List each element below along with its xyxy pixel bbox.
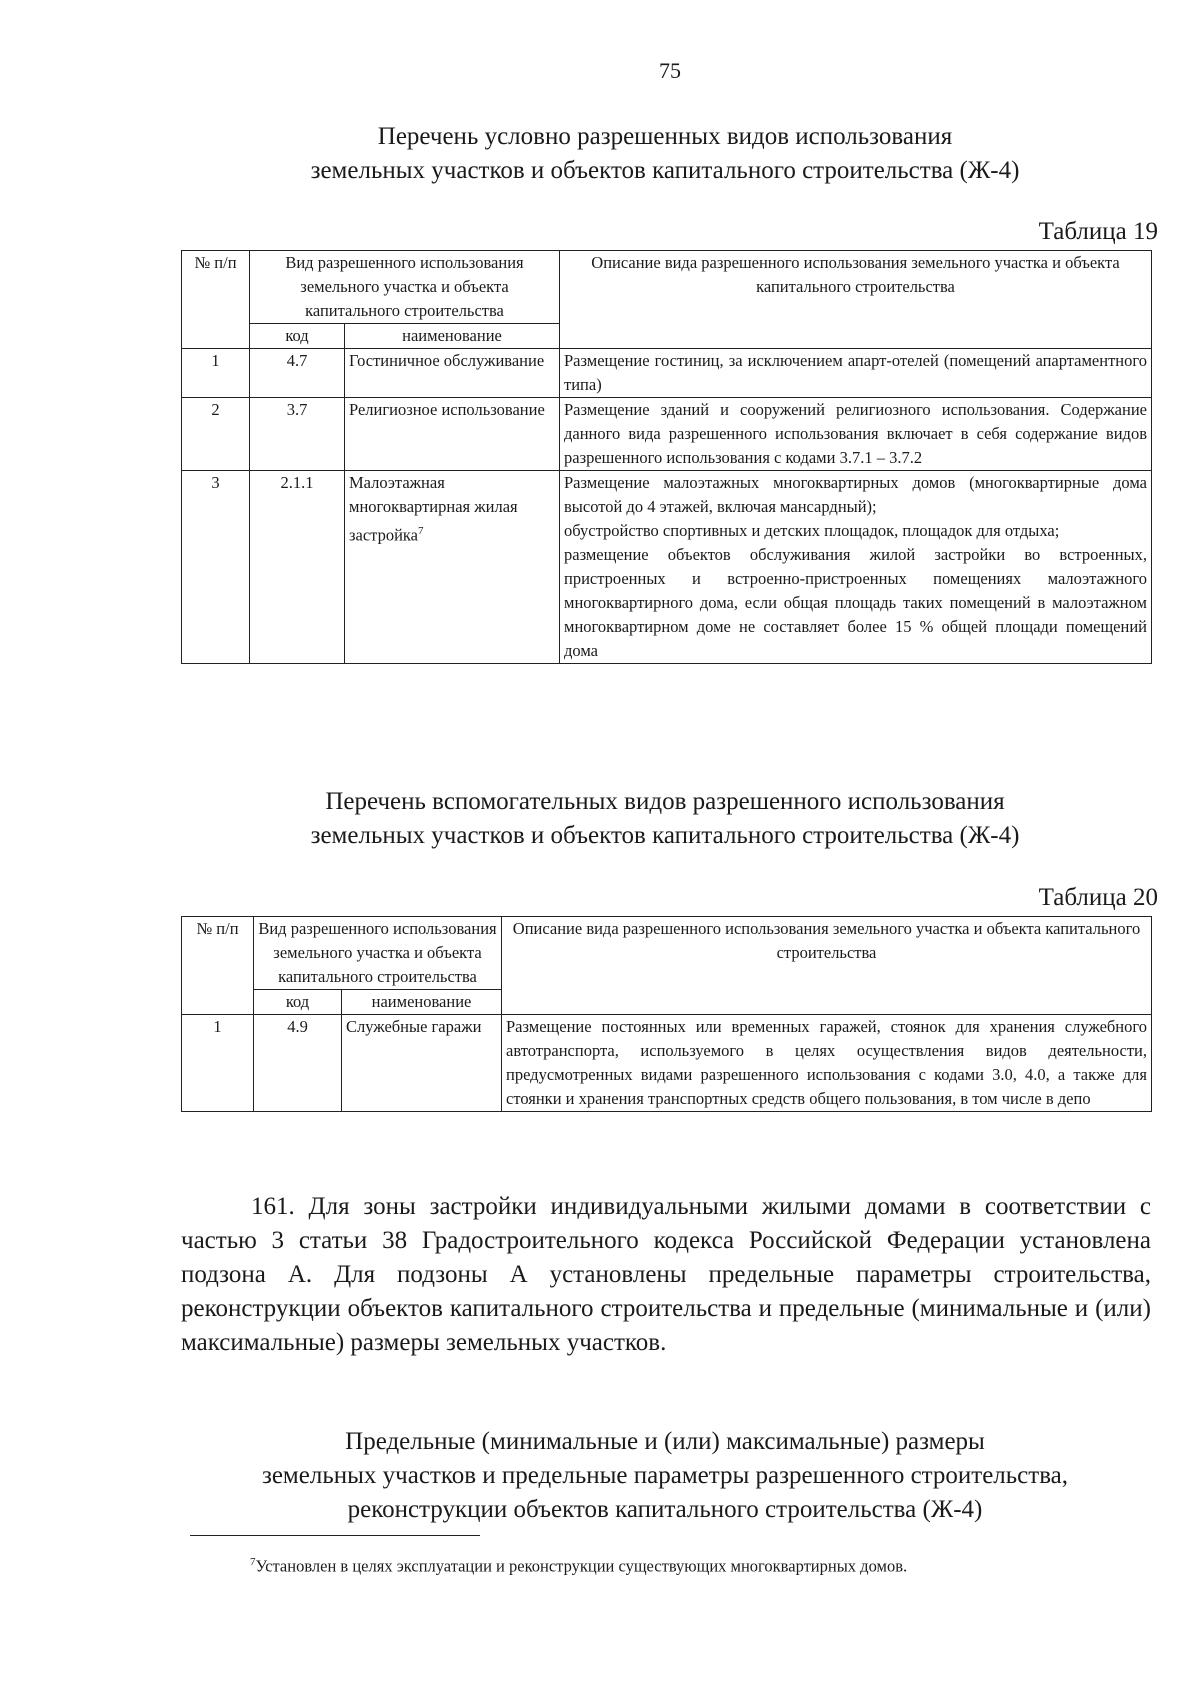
row-num: 1 (182, 349, 250, 398)
section1-title-line2: земельных участков и объектов капитального строительства (Ж-4) (310, 157, 1020, 184)
desc-line: Размещение малоэтажных многоквартирных домов (многоквартирные дома высотой до 4 этажей, включая мансардный); (564, 473, 1147, 516)
desc-line: обустройство спортивных и детских площадок, площадок для отдыха; (564, 521, 1060, 540)
header-name: наименование (342, 990, 502, 1015)
paragraph-161: 161. Для зоны застройки индивидуальными жилыми домами в соответствии с частью 3 статьи 38 Градостроительного кодекса Российской Федерации установлена подзона А. Для подзоны А установлены предельные параметры строительства, реконструкции объектов капитального строительства и предельные (минимальные и (или) максимальные) размеры земельных участков. (181, 1193, 1151, 1356)
row-code: 4.7 (250, 349, 345, 398)
header-code: код (250, 324, 345, 349)
row-code: 4.9 (254, 1015, 342, 1112)
row-desc (560, 471, 1152, 664)
section1-title (180, 120, 1150, 188)
row-name (345, 471, 560, 664)
header-desc: Описание вида разрешенного использования земельного участка и объекта капитального строительства (560, 251, 1152, 349)
footnote-marker: 7 (250, 1556, 256, 1568)
header-num: № п/п (182, 251, 250, 349)
table-19 (181, 250, 1152, 664)
header-kind: Вид разрешенного использования земельного участка и объекта капитального строительства (250, 251, 560, 324)
footnote-ref: 7 (418, 525, 424, 537)
section3-title-line3: реконструкции объектов капитального строительства (Ж-4) (347, 1496, 983, 1523)
page-number: 75 (659, 58, 681, 83)
table19-label: Таблица 19 (1038, 218, 1158, 245)
header-name: наименование (345, 324, 560, 349)
row-code: 3.7 (250, 398, 345, 471)
row-desc: Размещение зданий и сооружений религиозного использования. Содержание данного вида разрешенного использования включает в себя содержание видов разрешенного использования с кодами 3.7.1 – 3.7.2 (560, 398, 1152, 471)
row-desc: Размещение постоянных или временных гаражей, стоянок для хранения служебного автотранспорта, используемого в целях осуществления видов деятельности, предусмотренных видами разрешенного использования с кодами 3.0, 4.0, а также для стоянки и хранения транспортных средств общего пользования, в том числе в депо (502, 1015, 1152, 1112)
table20-label: Таблица 20 (1038, 884, 1158, 911)
section3-title-line1: Предельные (минимальные и (или) максимальные) размеры (345, 1428, 985, 1455)
section2-title-line1: Перечень вспомогательных видов разрешенного использования (325, 788, 1005, 815)
footnote-separator (190, 1535, 480, 1536)
row-num: 3 (182, 471, 250, 664)
section3-title (180, 1425, 1150, 1527)
header-num: № п/п (182, 917, 254, 1015)
header-kind: Вид разрешенного использования земельного участка и объекта капитального строительства (254, 917, 502, 990)
row-name: Гостиничное обслуживание (345, 349, 560, 398)
footnote-text: Установлен в целях эксплуатации и реконструкции существующих многоквартирных домов. (255, 1556, 908, 1576)
table-row (182, 349, 1152, 398)
table-row (182, 398, 1152, 471)
row-name: Религиозное использование (345, 398, 560, 471)
row-desc: Размещение гостиниц, за исключением апарт-отелей (помещений апартаментного типа) (560, 349, 1152, 398)
table-row (182, 471, 1152, 664)
section2-title (180, 785, 1150, 853)
desc-line: размещение объектов обслуживания жилой застройки во встроенных, пристроенных и встроенно-пристроенных помещениях малоэтажного многоквартирного дома, если общая площадь таких помещений в малоэтажном многоквартирном доме не составляет более 15 % общей площади помещений дома (564, 545, 1147, 660)
footnote (250, 1556, 907, 1577)
header-desc: Описание вида разрешенного использования земельного участка и объекта капитального строительства (502, 917, 1152, 1015)
row-name-text: Малоэтажная многоквартирная жилая застройка (349, 473, 518, 545)
row-num: 2 (182, 398, 250, 471)
table-20 (181, 916, 1152, 1112)
section3-title-line2: земельных участков и предельные параметры разрешенного строительства, (261, 1462, 1069, 1489)
row-code: 2.1.1 (250, 471, 345, 664)
row-num: 1 (182, 1015, 254, 1112)
section1-title-line1: Перечень условно разрешенных видов использования (377, 123, 953, 150)
section2-title-line2: земельных участков и объектов капитального строительства (Ж-4) (310, 822, 1020, 849)
table-row (182, 1015, 1152, 1112)
row-name: Служебные гаражи (342, 1015, 502, 1112)
header-code: код (254, 990, 342, 1015)
